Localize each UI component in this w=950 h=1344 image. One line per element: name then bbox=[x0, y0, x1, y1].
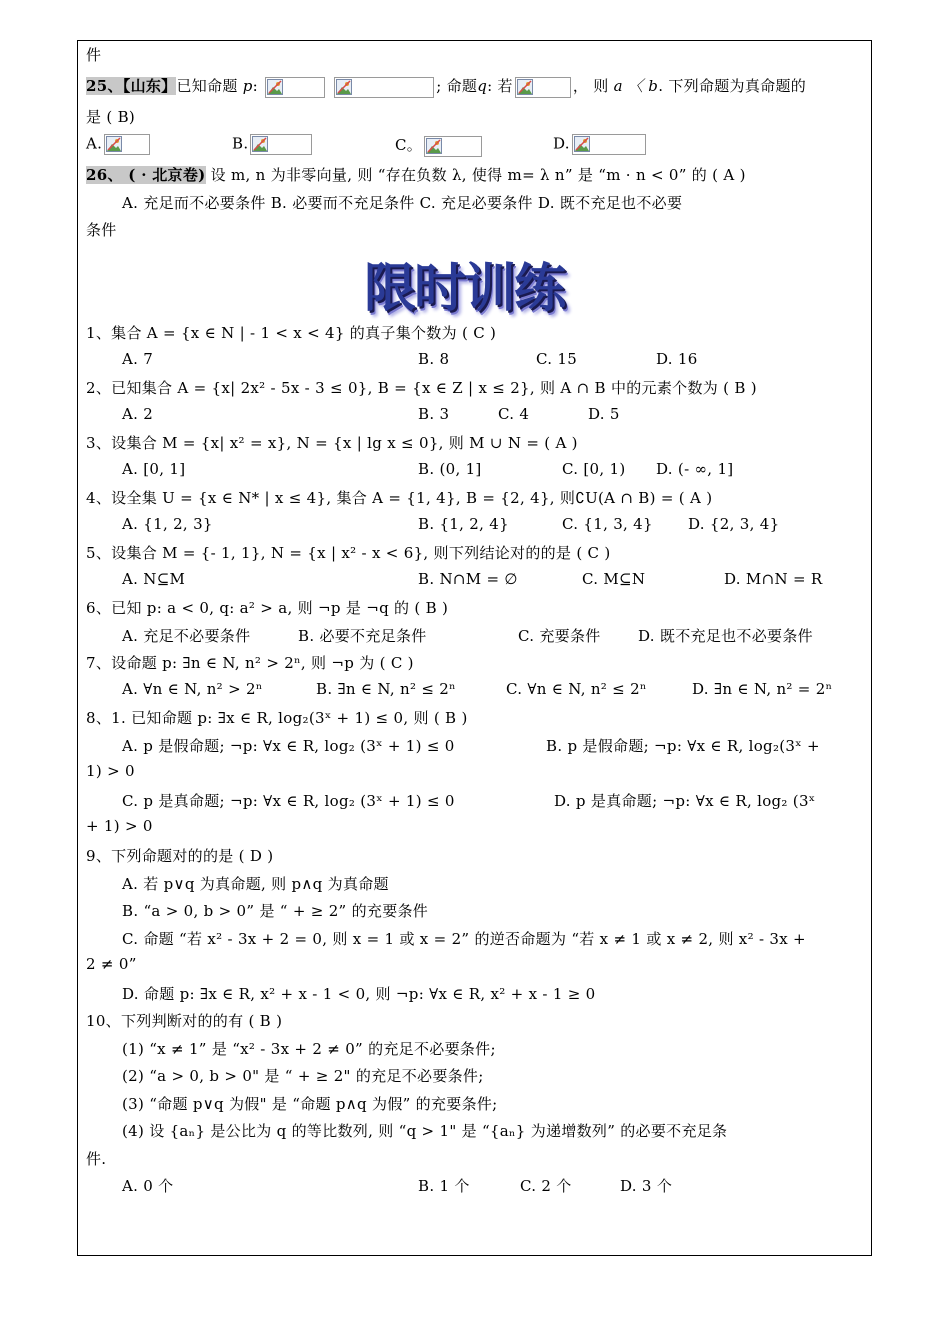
question-10-options bbox=[122, 1175, 842, 1195]
question-8-options-ab bbox=[122, 735, 862, 755]
option-label: B. bbox=[232, 134, 249, 153]
banner-title: 限时训练 bbox=[364, 259, 565, 319]
option-c: C. 2 个 bbox=[520, 1177, 572, 1195]
broken-image-placeholder bbox=[265, 77, 325, 98]
question-3: 3、设集合 M = {x| x² = x}, N = {x | lg x ≤ 0}, 则 M ∪ N = ( A ) bbox=[86, 434, 578, 452]
option-d-cont: + 1) > 0 bbox=[86, 817, 153, 835]
broken-image-placeholder bbox=[334, 77, 434, 98]
question-4: 4、设全集 U = {x ∈ N* | x ≤ 4}, 集合 A = {1, 4}, B = {2, 4}, 则∁U(A ∩ B) = ( A ) bbox=[86, 489, 713, 507]
q25-line bbox=[86, 75, 806, 98]
broken-image-icon bbox=[267, 79, 283, 95]
q26-header: 26、 ( · 北京卷) bbox=[86, 166, 206, 184]
option-d: D. p 是真命题; ¬p: ∀x ∈ R, log₂ (3ˣ bbox=[554, 792, 816, 810]
question-8: 8、1. 已知命题 p: ∃x ∈ R, log₂(3ˣ + 1) ≤ 0, 则 ( B ) bbox=[86, 709, 468, 727]
question-1-options bbox=[122, 350, 842, 370]
option-d: D. 既不充足也不必要条件 bbox=[638, 627, 813, 645]
q25-stem-b: ; 命题 bbox=[436, 77, 478, 95]
option-c: C. p 是真命题; ¬p: ∀x ∈ R, log₂ (3ˣ + 1) ≤ 0 bbox=[122, 792, 455, 810]
question-2: 2、已知集合 A = {x| 2x² - 5x - 3 ≤ 0}, B = {x ∈ Z | x ≤ 2}, 则 A ∩ B 中的元素个数为 ( B ) bbox=[86, 379, 757, 397]
option-c-cont: 2 ≠ 0” bbox=[86, 955, 137, 973]
question-3-options bbox=[122, 460, 842, 480]
broken-image-icon bbox=[574, 136, 590, 152]
option-c: C. 4 bbox=[498, 405, 530, 423]
q25-stem-c: : 若 bbox=[487, 77, 513, 95]
question-6: 6、已知 p: a < 0, q: a² > a, 则 ¬p 是 ¬q 的 ( B ) bbox=[86, 599, 449, 617]
question-6-options bbox=[122, 625, 842, 645]
option-a: A. 2 bbox=[122, 405, 154, 423]
q25-stem-d: ， 则 bbox=[572, 77, 609, 95]
option-label: A. bbox=[86, 134, 103, 153]
question-9: 9、下列命题对的的是 ( D ) bbox=[86, 847, 274, 865]
option-a: A. 充足不必要条件 bbox=[122, 627, 251, 645]
broken-image-placeholder bbox=[572, 134, 646, 155]
q25-relation: a 〈 b bbox=[613, 77, 659, 95]
option-c: C. 15 bbox=[536, 350, 578, 368]
broken-image-icon bbox=[106, 136, 122, 152]
q25-q-var: q bbox=[477, 77, 488, 95]
option-b: B. p 是假命题; ¬p: ∀x ∈ R, log₂(3ˣ + bbox=[546, 737, 820, 755]
option-c: C. ∀n ∈ N, n² ≤ 2ⁿ bbox=[506, 680, 647, 698]
question-5: 5、设集合 M = {- 1, 1}, N = {x | x² - x < 6}, 则下列结论对的的是 ( C ) bbox=[86, 544, 611, 562]
option-b: B. 3 bbox=[418, 405, 450, 423]
broken-image-icon bbox=[426, 138, 442, 154]
question-4-options bbox=[122, 515, 842, 535]
option-label: D. bbox=[553, 134, 570, 153]
continuation-text: 件 bbox=[86, 46, 102, 64]
option-b-cont: 1) > 0 bbox=[86, 762, 135, 780]
section-banner bbox=[364, 258, 610, 320]
q26-options: A. 充足而不必要条件 B. 必要而不充足条件 C. 充足必要条件 D. 既不充足也不必要 bbox=[122, 194, 683, 212]
option-b: B. 8 bbox=[418, 350, 450, 368]
q26-stem: 设 m, n 为非零向量, 则 “存在负数 λ, 使得 m= λ n” 是 “m · n < 0” 的 ( A ) bbox=[210, 166, 746, 184]
question-2-options bbox=[122, 405, 842, 425]
q25-option-c bbox=[395, 134, 484, 157]
option-d: D. ∃n ∈ N, n² = 2ⁿ bbox=[692, 680, 833, 698]
broken-image-icon bbox=[252, 136, 268, 152]
question-8-options-cd bbox=[122, 790, 862, 810]
statement-4: (4) 设 {aₙ} 是公比为 q 的等比数列, 则 “q > 1" 是 “{aₙ} 为递增数列” 的必要不充足条 bbox=[122, 1122, 728, 1140]
q25-options bbox=[86, 134, 846, 158]
option-c: C. M⊆N bbox=[582, 570, 646, 588]
q25-stem-a: 已知命题 bbox=[176, 77, 238, 95]
option-c: C. 充要条件 bbox=[518, 627, 601, 645]
q25-option-b bbox=[232, 134, 314, 155]
broken-image-placeholder bbox=[515, 77, 571, 98]
broken-image-placeholder bbox=[424, 136, 482, 157]
option-b: B. {1, 2, 4} bbox=[418, 515, 509, 533]
option-b: B. 1 个 bbox=[418, 1177, 470, 1195]
option-a: A. 若 p∨q 为真命题, 则 p∧q 为真命题 bbox=[122, 875, 389, 893]
option-a: A. 0 个 bbox=[122, 1177, 174, 1195]
statement-3: (3) “命题 p∨q 为假" 是 “命题 p∧q 为假” 的充要条件; bbox=[122, 1095, 498, 1113]
option-b: B. ∃n ∈ N, n² ≤ 2ⁿ bbox=[316, 680, 456, 698]
q26-line bbox=[86, 164, 746, 185]
option-c: C. 命题 “若 x² - 3x + 2 = 0, 则 x = 1 或 x = 2” 的逆否命题为 “若 x ≠ 1 或 x ≠ 2, 则 x² - 3x + bbox=[122, 930, 806, 948]
option-c: C. {1, 3, 4} bbox=[562, 515, 653, 533]
option-a: A. N⊆M bbox=[122, 570, 186, 588]
question-1: 1、集合 A = {x ∈ N | - 1 < x < 4} 的真子集个数为 ( C ) bbox=[86, 324, 497, 342]
option-d: D. 5 bbox=[588, 405, 620, 423]
broken-image-placeholder bbox=[104, 134, 150, 155]
option-a: A. 7 bbox=[122, 350, 154, 368]
option-d: D. 16 bbox=[656, 350, 698, 368]
q25-p-var: p bbox=[242, 77, 253, 95]
option-a: A. {1, 2, 3} bbox=[122, 515, 213, 533]
q25-number: 25、 bbox=[86, 77, 123, 95]
q25-colon: : bbox=[252, 77, 259, 95]
question-10: 10、下列判断对的的有 ( B ) bbox=[86, 1012, 283, 1030]
option-d: D. 命题 p: ∃x ∈ R, x² + x - 1 < 0, 则 ¬p: ∀x ∈ R, x² + x - 1 ≥ 0 bbox=[122, 985, 596, 1003]
question-5-options bbox=[122, 570, 842, 590]
q26-options-cont: 条件 bbox=[86, 221, 117, 239]
option-c: C. [0, 1) bbox=[562, 460, 626, 478]
option-d: D. 3 个 bbox=[620, 1177, 673, 1195]
broken-image-icon bbox=[517, 79, 533, 95]
q25-line-2: 是 ( B) bbox=[86, 108, 136, 126]
statement-1: (1) “x ≠ 1” 是 “x² - 3x + 2 ≠ 0” 的充足不必要条件; bbox=[122, 1040, 496, 1058]
option-a: A. ∀n ∈ N, n² > 2ⁿ bbox=[122, 680, 263, 698]
q25-source: 【山东】 bbox=[122, 77, 177, 95]
option-d: D. {2, 3, 4} bbox=[688, 515, 780, 533]
option-d: D. (- ∞, 1] bbox=[656, 460, 734, 478]
option-label: C。 bbox=[395, 136, 423, 154]
option-b: B. N∩M = ∅ bbox=[418, 570, 518, 588]
statement-4-cont: 件. bbox=[86, 1150, 107, 1168]
q25-option-d bbox=[553, 134, 648, 155]
option-d: D. M∩N = R bbox=[724, 570, 823, 588]
question-7: 7、设命题 p: ∃n ∈ N, n² > 2ⁿ, 则 ¬p 为 ( C ) bbox=[86, 654, 414, 672]
question-7-options bbox=[122, 680, 862, 700]
option-a: A. [0, 1] bbox=[122, 460, 186, 478]
statement-2: (2) “a > 0, b > 0" 是 “ + ≥ 2" 的充足不必要条件; bbox=[122, 1067, 484, 1085]
option-b: B. “a > 0, b > 0” 是 “ + ≥ 2” 的充要条件 bbox=[122, 902, 429, 920]
option-b: B. 必要不充足条件 bbox=[298, 627, 427, 645]
broken-image-placeholder bbox=[250, 134, 312, 155]
q25-stem-e: . 下列命题为真命题的 bbox=[658, 77, 807, 95]
option-a: A. p 是假命题; ¬p: ∀x ∈ R, log₂ (3ˣ + 1) ≤ 0 bbox=[122, 737, 455, 755]
option-b: B. (0, 1] bbox=[418, 460, 482, 478]
q25-option-a bbox=[86, 134, 152, 155]
broken-image-icon bbox=[336, 79, 352, 95]
